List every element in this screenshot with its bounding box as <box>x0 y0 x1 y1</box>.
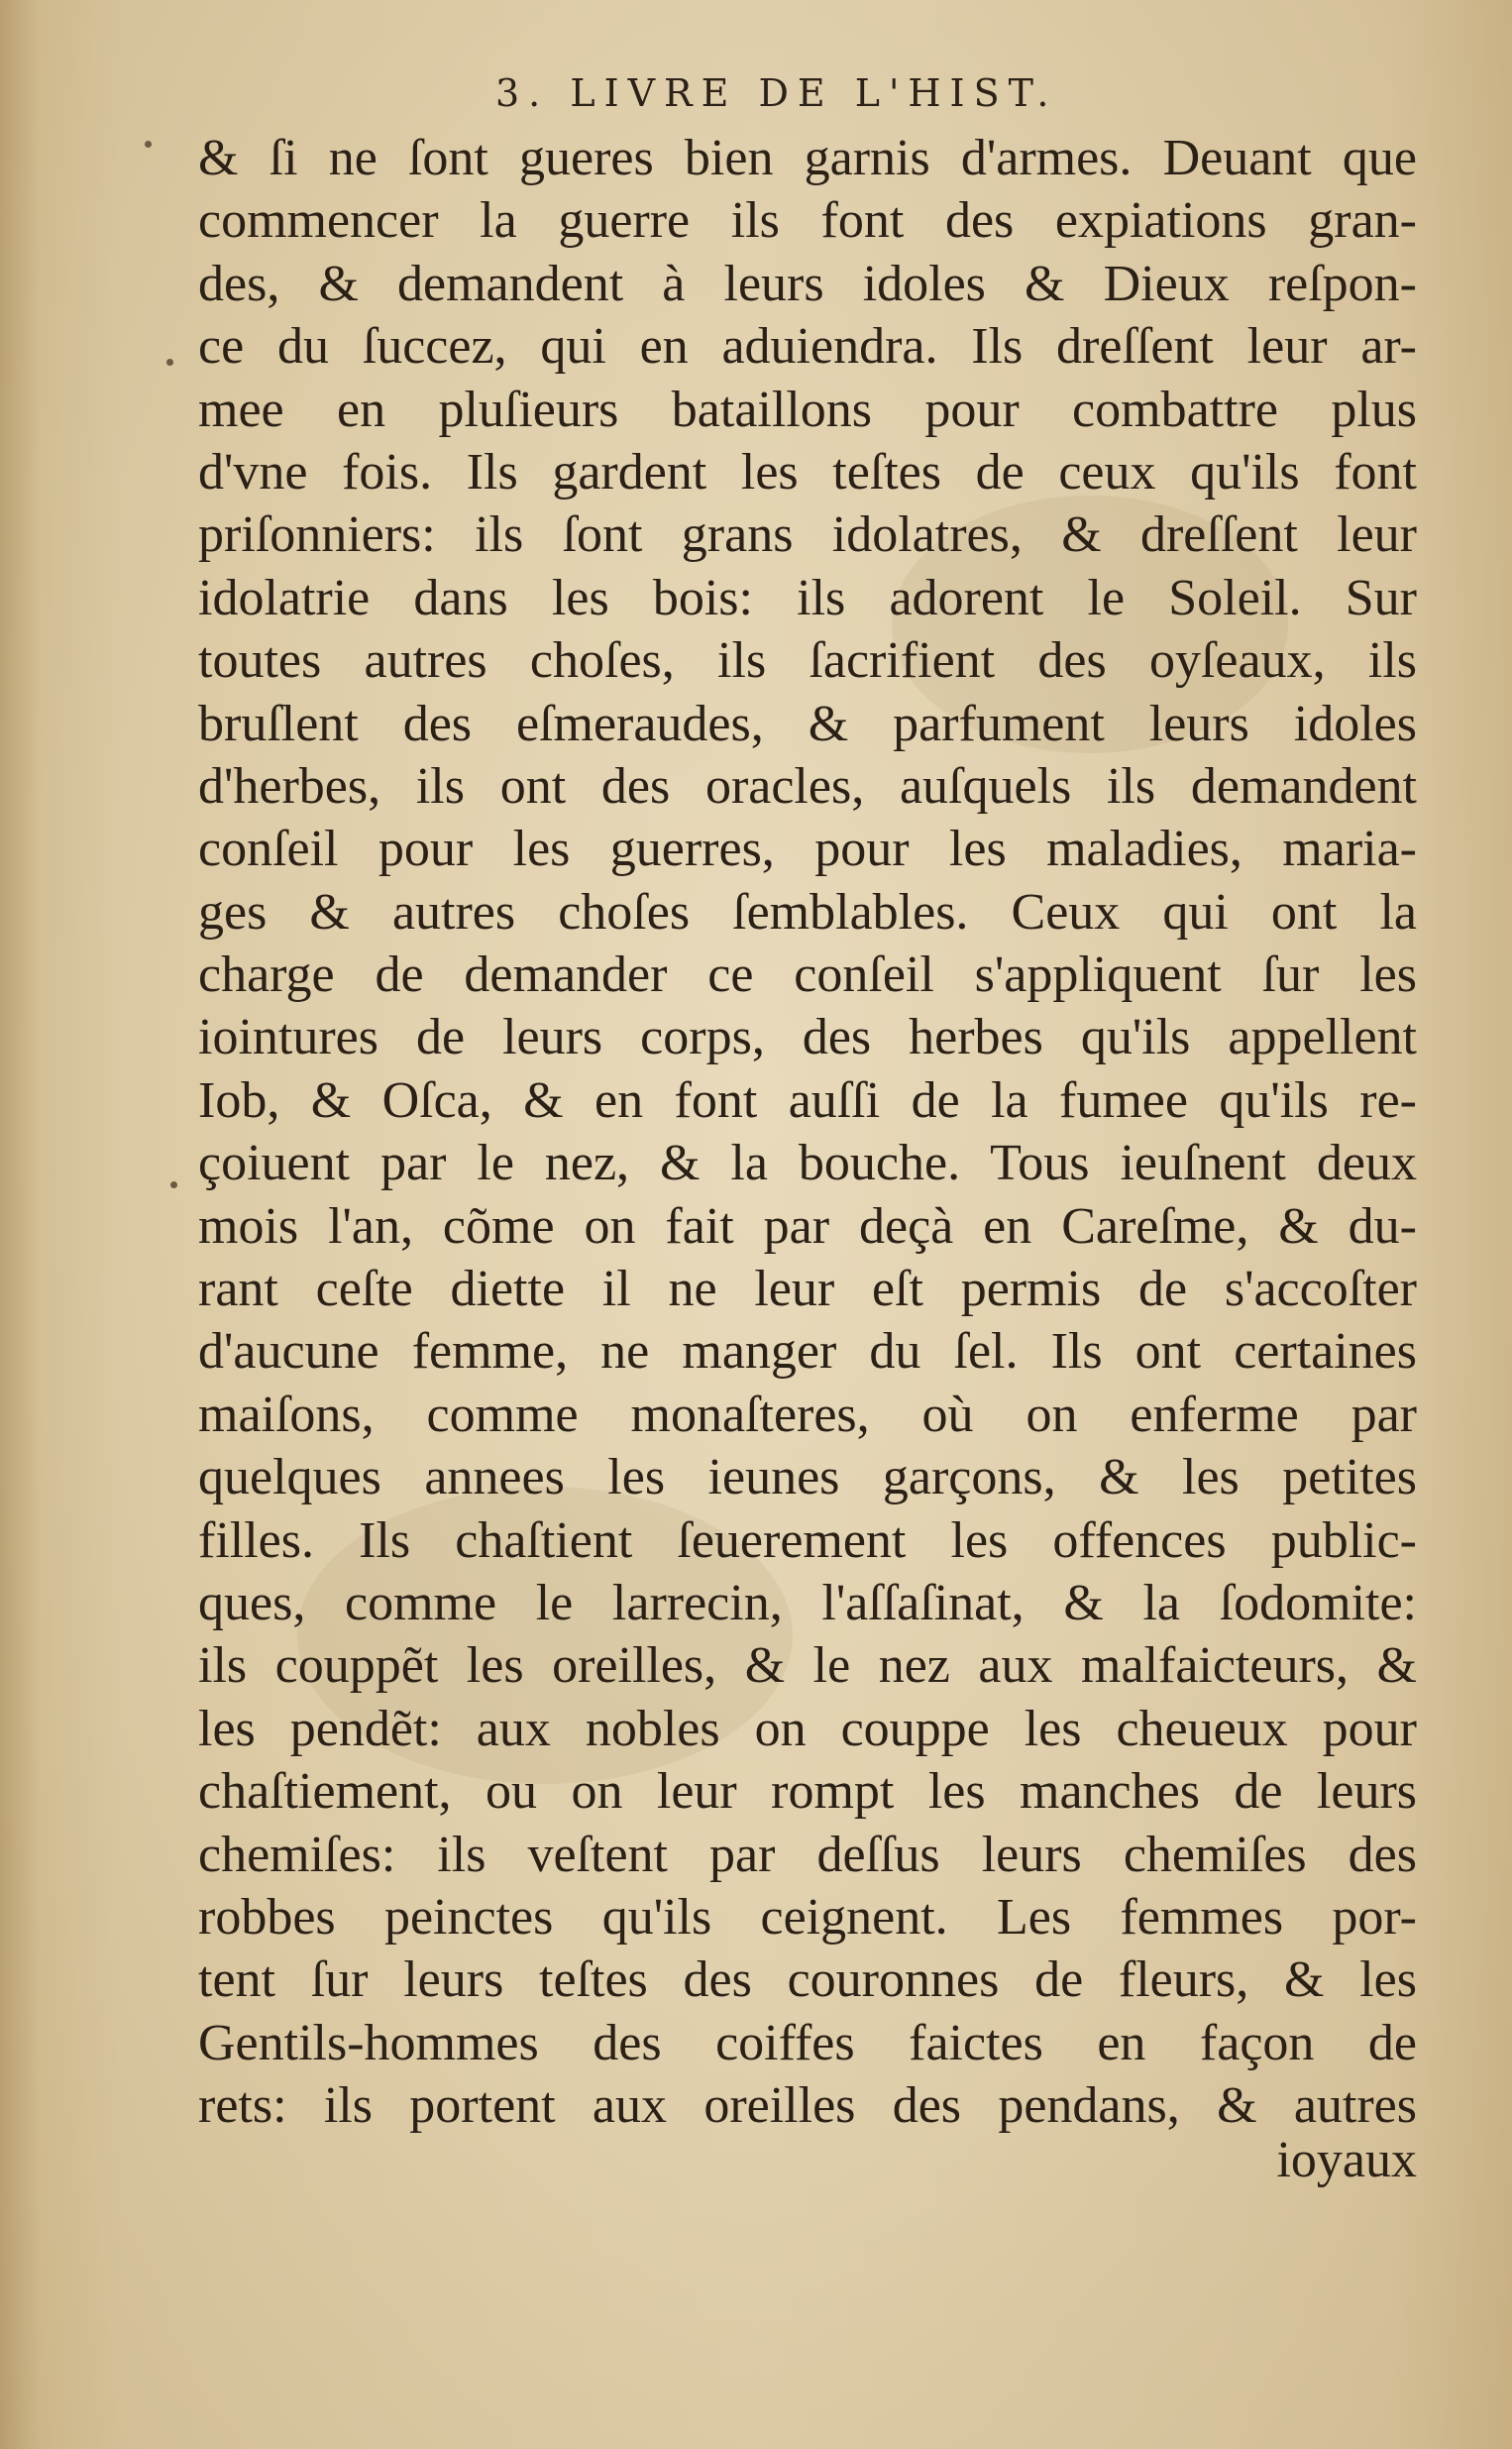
margin-dot <box>145 141 152 148</box>
text-line: bruſlent des eſmeraudes, & parfument leurs idoles <box>198 695 1417 752</box>
margin-dot <box>170 1181 177 1188</box>
text-line: d'aucune femme, ne manger du ſel. Ils ont certaines <box>198 1323 1417 1381</box>
text-line: des, & demandent à leurs idoles & Dieux reſpon- <box>198 255 1417 312</box>
text-line: idolatrie dans les bois: ils adorent le Soleil. Sur <box>198 569 1417 626</box>
text-line: ques, comme le larrecin, l'aſſaſinat, & la ſodomite: <box>198 1574 1417 1631</box>
text-line: rant ceſte diette il ne leur eſt permis de s'accoſter <box>198 1261 1417 1318</box>
text-line: filles. Ils chaſtient ſeuerement les offences public- <box>198 1511 1417 1569</box>
text-line: commencer la guerre ils font des expiations gran- <box>198 192 1417 250</box>
text-line: & ſi ne ſont gueres bien garnis d'armes. Deuant que <box>198 130 1417 186</box>
catchword: ioyaux <box>1276 2132 1417 2188</box>
text-line: chemiſes: ils veſtent par deſſus leurs chemiſes des <box>198 1826 1417 1883</box>
text-line: d'herbes, ils ont des oracles, auſquels ils demandent <box>198 757 1417 815</box>
text-line: d'vne fois. Ils gardent les teſtes de ceux qu'ils font <box>198 443 1417 501</box>
text-line: quelques annees les ieunes garçons, & les petites <box>198 1449 1417 1506</box>
text-line: rets: ils portent aux oreilles des pendans, & autres <box>198 2077 1417 2135</box>
text-line: Gentils-hommes des coiffes faictes en façon de <box>198 2014 1417 2071</box>
text-line: iointures de leurs corps, des herbes qu'ils appellent <box>198 1009 1417 1066</box>
running-header: 3. LIVRE DE L'HIST. <box>495 71 1058 115</box>
text-line: ils couppẽt les oreilles, & le nez aux malfaicteurs, & <box>198 1637 1417 1695</box>
text-line: chaſtiement, ou on leur rompt les manches de leurs <box>198 1763 1417 1821</box>
text-line: Iob, & Oſca, & en font auſſi de la fumee qu'ils re- <box>198 1071 1417 1129</box>
text-line: les pendẽt: aux nobles on couppe les cheueux pour <box>198 1700 1417 1757</box>
text-line: robbes peinctes qu'ils ceignent. Les femmes por- <box>198 1888 1417 1946</box>
text-line: mee en pluſieurs bataillons pour combattre plus <box>198 381 1417 438</box>
text-line: conſeil pour les guerres, pour les maladies, maria- <box>198 821 1417 878</box>
text-line: tent ſur leurs teſtes des couronnes de fleurs, & les <box>198 1951 1417 2009</box>
text-line: mois l'an, cõme on fait par deçà en Careſme, & du- <box>198 1197 1417 1255</box>
main-text <box>198 127 1417 2138</box>
text-line: ce du ſuccez, qui en aduiendra. Ils dreſſent leur ar- <box>198 318 1417 376</box>
page-gutter-shadow <box>0 0 40 2449</box>
text-line: priſonniers: ils ſont grans idolatres, & dreſſent leur <box>198 506 1417 564</box>
text-line: çoiuent par le nez, & la bouche. Tous ieuſnent deux <box>198 1135 1417 1192</box>
text-line: toutes autres choſes, ils ſacrifient des oyſeaux, ils <box>198 632 1417 690</box>
text-line: ges & autres choſes ſemblables. Ceux qui ont la <box>198 883 1417 941</box>
text-line: charge de demander ce conſeil s'appliquent ſur les <box>198 946 1417 1004</box>
margin-dot <box>166 359 173 366</box>
text-line: maiſons, comme monaſteres, où on enferme par <box>198 1386 1417 1443</box>
